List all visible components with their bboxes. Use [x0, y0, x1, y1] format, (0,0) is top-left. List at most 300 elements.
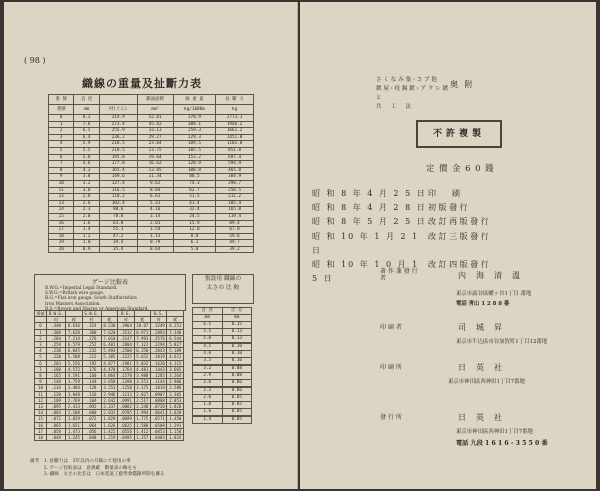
table-cell: 2.305: [167, 391, 184, 397]
table-cell: .1620: [151, 360, 167, 366]
table-cell: 2.413: [66, 404, 82, 410]
table-row: [193, 336, 252, 343]
table-cell: 0.10: [222, 358, 252, 365]
table-cell: .1113: [118, 391, 134, 397]
table-cell: .0571: [151, 416, 167, 422]
wire-thickness-subtitle: 太さの 比 較: [206, 285, 240, 291]
table-cell: .116: [82, 391, 101, 397]
table-cell: 12: [49, 194, 74, 201]
table-cell: 17: [35, 428, 47, 434]
table-cell: 384.9: [216, 174, 254, 181]
table-cell: 0.13: [222, 329, 252, 336]
printshop-address: 東京市神田區西神田1丁目7番地: [448, 379, 525, 385]
history-row: [312, 201, 489, 215]
table-cell: 1.588: [134, 422, 150, 428]
table-cell: .072: [82, 416, 101, 422]
table-cell: 1.628: [167, 410, 184, 416]
colophon-label: 奥 附: [450, 80, 475, 89]
table-cell: 1.257: [134, 435, 150, 441]
table-cell: 15: [49, 213, 74, 220]
table-cell: 5: [49, 147, 74, 154]
table-cell: .3249: [151, 323, 167, 329]
table-cell: 210.5: [99, 147, 137, 154]
table-cell: 2.032: [101, 410, 117, 416]
table-cell: 165.4: [99, 167, 137, 174]
publisher-address: 東京市神田區西神田1丁目7番地: [456, 429, 533, 435]
table-cell: 3.251: [101, 385, 117, 391]
table-cell: 1.422: [101, 428, 117, 434]
history-event: 改 訂 再 版 發 行: [428, 217, 489, 227]
table-cell: .083: [47, 410, 66, 416]
table-row: [49, 174, 254, 181]
header-cell: 扯 斷 力: [216, 95, 254, 105]
table-cell: 4.2: [74, 167, 99, 174]
gauge-title: ゲージ比較表: [92, 279, 128, 286]
table-cell: .095: [47, 404, 66, 410]
table-cell: 23.64: [137, 141, 173, 148]
table-cell: .048: [82, 435, 101, 441]
table-row: [49, 240, 254, 247]
table-cell: .080: [82, 410, 101, 416]
table-cell: .284: [47, 335, 66, 341]
gauge-comparison-table: [34, 310, 184, 441]
table-cell: 7.010: [101, 335, 117, 341]
note-line: 3. 鐵線 太さの比差は 日本電氣工藝學會鑑錄所制を據る: [30, 472, 165, 477]
table-cell: 165.8: [216, 207, 254, 214]
table-row: [35, 435, 184, 441]
table-row: [35, 323, 184, 329]
table-cell: 236.2: [99, 134, 137, 141]
table-cell: 108.0: [173, 167, 215, 174]
table-row: [49, 161, 254, 168]
table-cell: .128: [82, 385, 101, 391]
table-row: [49, 220, 254, 227]
price-text: 定 價 金 6 0 錢: [426, 163, 495, 173]
table-cell: 39.4: [99, 240, 137, 247]
table-cell: 4.16: [137, 207, 173, 214]
table-cell: 1946.2: [216, 121, 254, 128]
table-cell: .1250: [118, 385, 134, 391]
table-cell: 5.9: [74, 141, 99, 148]
table-cell: .160: [82, 373, 101, 379]
table-cell: 5.588: [66, 354, 82, 360]
history-row: [312, 230, 489, 258]
header-cell: 比 差: [222, 308, 252, 315]
series-line: 鍍 屋・疫 錫 鍍・ア ク レ 鍍: [376, 86, 449, 92]
table-cell: 2.906: [167, 379, 184, 385]
table-cell: 1.775: [134, 416, 150, 422]
table-cell: 1.450: [167, 416, 184, 422]
table-cell: 5.189: [167, 348, 184, 354]
table-cell: 19.64: [137, 154, 173, 161]
table-cell: .203: [47, 360, 66, 366]
table-cell: .276: [82, 335, 101, 341]
table-cell: 4.621: [167, 354, 184, 360]
table-cell: 3.264: [167, 373, 184, 379]
table-row: [35, 373, 184, 379]
table-cell: .2043: [151, 348, 167, 354]
table-cell: 1.54: [137, 227, 173, 234]
table-cell: 0.15: [222, 322, 252, 329]
right-page: [300, 2, 596, 489]
table-row: [49, 180, 254, 187]
header-cell: 番號: [35, 311, 47, 317]
table-row: [193, 344, 252, 351]
table-cell: 16: [35, 422, 47, 428]
table-cell: 3.5: [193, 358, 223, 365]
table-cell: 74.3: [173, 180, 215, 187]
table-cell: 0.64: [137, 246, 173, 253]
table-cell: .134: [47, 385, 66, 391]
table-cell: .340: [47, 323, 66, 329]
table-cell: 1.150: [167, 428, 184, 434]
table-row: [193, 329, 252, 336]
table-cell: .2500: [118, 348, 134, 354]
table-cell: 3.551: [134, 379, 150, 385]
table-cell: .1019: [151, 385, 167, 391]
table-cell: 16: [49, 220, 74, 227]
header-cell: 吋(ぐん): [99, 105, 137, 115]
table-cell: 15.9: [173, 220, 215, 227]
history-event: 印 刷: [428, 189, 460, 198]
table-cell: mm: [193, 315, 223, 322]
table-cell: 1451.0: [216, 134, 254, 141]
table-row: [193, 322, 252, 329]
table-cell: 49.7: [216, 240, 254, 247]
table-cell: 45.42: [137, 121, 173, 128]
table-cell: 52.81: [137, 115, 173, 122]
table-cell: 8.636: [66, 323, 82, 329]
header-cell: B.G.: [118, 311, 134, 317]
printshop-role: 印 刷 所: [380, 364, 402, 371]
table-cell: 1.829: [66, 416, 82, 422]
table-cell: 3.2: [193, 366, 223, 373]
table-cell: 0.9: [74, 246, 99, 253]
table-cell: 4.115: [167, 360, 184, 366]
series-line: 共 工 法: [376, 104, 412, 110]
table-cell: .148: [47, 379, 66, 385]
table-cell: 177.8: [99, 161, 137, 168]
table-cell: .0808: [151, 397, 167, 403]
header-cell: 直 徑: [74, 95, 99, 105]
table-cell: 3.14: [137, 213, 173, 220]
table-cell: 0.10: [222, 351, 252, 358]
table-header-row: [49, 95, 254, 105]
history-date: 昭 和 8 年 4 月 2 5 日: [312, 189, 427, 198]
table-cell: 189.5: [173, 141, 215, 148]
table-cell: 7.122: [134, 342, 150, 348]
table-row: [193, 388, 252, 395]
table-cell: 13.85: [137, 167, 173, 174]
table-cell: .220: [47, 354, 66, 360]
table-cell: 1.8: [193, 402, 223, 409]
table-cell: 5: [35, 354, 47, 360]
table-cell: 6.350: [134, 348, 150, 354]
table-cell: mm: [222, 315, 252, 322]
table-row: [193, 366, 252, 373]
table-cell: 2.9: [193, 373, 223, 380]
table-cell: 1.2: [74, 233, 99, 240]
table-cell: 308.1: [173, 121, 215, 128]
table-cell: 2: [49, 128, 74, 135]
printer-name: 司城昇: [458, 323, 512, 332]
history-date: 昭 和 10 年 1 月 2 1 日: [312, 231, 420, 255]
table-cell: .180: [47, 366, 66, 372]
table-cell: 1.6: [193, 409, 223, 416]
header-cell: 吋: [151, 317, 167, 323]
table-cell: .120: [47, 391, 66, 397]
table-cell: 1661.2: [216, 128, 254, 135]
table-row: [35, 391, 184, 397]
table-cell: .1570: [118, 373, 134, 379]
table-cell: 1.024: [167, 435, 184, 441]
table-row: [35, 397, 184, 403]
table-cell: 9: [49, 174, 74, 181]
table-cell: 370.9: [173, 115, 215, 122]
table-row: [49, 187, 254, 194]
table-cell: 1: [49, 121, 74, 128]
table-cell: 5.156: [66, 360, 82, 366]
table-cell: 8.2: [74, 115, 99, 122]
header-cell: 線 重 量: [173, 95, 215, 105]
table-cell: 1.828: [167, 404, 184, 410]
table-cell: 2.053: [167, 397, 184, 403]
table-cell: 4.0: [193, 351, 223, 358]
table-cell: 6.579: [66, 342, 82, 348]
table-cell: 2.769: [66, 397, 82, 403]
table-cell: .3532: [118, 329, 134, 335]
table-cell: 4.5: [193, 344, 223, 351]
gauge-legend-box: [34, 274, 186, 311]
table-cell: 1.4: [193, 417, 223, 424]
table-cell: 8.230: [101, 323, 117, 329]
header-cell: 番 號: [49, 95, 74, 105]
header-cell: 吋: [47, 317, 66, 323]
header-cell: 吋: [118, 317, 134, 323]
table-cell: 51.5: [173, 194, 215, 201]
table-cell: 0: [49, 115, 74, 122]
printshop-entry: [380, 362, 512, 373]
table-cell: 0.06: [222, 388, 252, 395]
table-cell: 5.385: [101, 354, 117, 360]
copyright-seal: 不許複製: [416, 120, 502, 148]
table-cell: .0453: [151, 428, 167, 434]
table-cell: 7.620: [101, 329, 117, 335]
table-cell: 5.0: [193, 336, 223, 343]
table-cell: 6: [49, 154, 74, 161]
table-cell: .1819: [151, 354, 167, 360]
table-row: [35, 410, 184, 416]
table-cell: .0785: [118, 410, 134, 416]
table-row: [49, 121, 254, 128]
table-cell: 3.8: [74, 174, 99, 181]
table-cell: 14: [49, 207, 74, 214]
table-cell: 851.8: [216, 147, 254, 154]
table-cell: 8: [49, 167, 74, 174]
table-cell: .144: [82, 379, 101, 385]
table-cell: .0508: [151, 422, 167, 428]
table-cell: 41.4: [173, 200, 215, 207]
table-subheader-row: [49, 105, 254, 115]
history-date: 昭 和 8 年 4 月 2 8 日: [312, 203, 427, 213]
table-cell: .3147: [118, 335, 134, 341]
table-cell: 2.01: [137, 220, 173, 227]
history-row: [312, 187, 489, 201]
gauge-legend-line: B.G.=Flat iron gauge. South Staffordshire: [45, 296, 137, 302]
table-cell: 2.6: [74, 200, 99, 207]
table-cell: .324: [82, 323, 101, 329]
table-cell: 185.4: [216, 200, 254, 207]
gauge-legend-line: B.W.G.=Imperial Legal Standard.: [45, 286, 118, 291]
table-cell: .3964: [118, 323, 134, 329]
wire-thickness-box: [192, 274, 254, 304]
table-cell: 12: [35, 397, 47, 403]
table-cell: 1.0: [74, 240, 99, 247]
table-cell: 185.5: [173, 147, 215, 154]
table-cell: 1.994: [134, 410, 150, 416]
table-cell: .0991: [118, 397, 134, 403]
table-row: [49, 207, 254, 214]
table-cell: 7: [35, 366, 47, 372]
table-row: [49, 246, 254, 253]
table-cell: 314.9: [99, 115, 137, 122]
table-cell: 4.572: [66, 366, 82, 372]
table-row: [193, 395, 252, 402]
table-cell: 218.5: [99, 141, 137, 148]
author-name: 內海清溫: [458, 270, 530, 280]
table-cell: 3.0: [74, 187, 99, 194]
table-cell: 3.988: [134, 373, 150, 379]
table-cell: 697.4: [216, 154, 254, 161]
history-event: 改 訂 三 版 發 行: [428, 231, 489, 241]
publisher-name: 日英社: [458, 413, 512, 422]
table-row: [193, 380, 252, 387]
table-cell: 465.8: [216, 167, 254, 174]
table-cell: 63.0: [99, 220, 137, 227]
table-cell: .072: [47, 416, 66, 422]
table-cell: 8.8: [173, 233, 215, 240]
table-cell: 259.3: [173, 128, 215, 135]
author-entry: [380, 268, 530, 282]
table-cell: 5.31: [137, 200, 173, 207]
table-cell: 24.5: [173, 213, 215, 220]
table-row: [49, 200, 254, 207]
table-cell: 0.05: [222, 395, 252, 402]
table-cell: 5.827: [167, 342, 184, 348]
table-cell: 13: [35, 404, 47, 410]
table-cell: 19: [49, 240, 74, 247]
table-cell: 250.5: [216, 187, 254, 194]
table-cell: 4.6: [74, 161, 99, 168]
table-cell: .056: [82, 428, 101, 434]
table-cell: 12.0: [173, 227, 215, 234]
note-line: 2. ゲージ比較表は 意義確 數值表の略をも: [30, 465, 137, 471]
table-cell: 1.473: [66, 428, 82, 434]
table-cell: 7.214: [66, 335, 82, 341]
table-cell: 2773.1: [216, 115, 254, 122]
table-cell: 18: [49, 233, 74, 240]
author-role: 著 作 兼 發 行 者: [380, 268, 418, 282]
header-cell: B.S.: [151, 311, 167, 317]
table-cell: 6.61: [137, 194, 173, 201]
table-cell: 2.6: [193, 380, 223, 387]
header-cell: mm²: [137, 105, 173, 115]
table-cell: 2.827: [134, 391, 150, 397]
table-row: [35, 342, 184, 348]
table-cell: .065: [47, 422, 66, 428]
table-cell: 1.412: [134, 428, 150, 434]
table-cell: 1.6: [74, 220, 99, 227]
table-cell: 55.1: [99, 227, 137, 234]
table-cell: 5.652: [134, 354, 150, 360]
table-cell: 89.4: [216, 220, 254, 227]
table-cell: .104: [82, 397, 101, 403]
table-row: [35, 348, 184, 354]
table-cell: 4.470: [101, 366, 117, 372]
table-cell: 2.3: [193, 388, 223, 395]
table-cell: .0720: [151, 404, 167, 410]
table-cell: 4.064: [101, 373, 117, 379]
table-cell: 195.8: [99, 154, 137, 161]
table-cell: 3.404: [66, 385, 82, 391]
header-cell: 番號: [49, 105, 74, 115]
table-cell: 8.251: [167, 323, 184, 329]
table-row: [35, 354, 184, 360]
table-cell: 67.8: [216, 227, 254, 234]
table-cell: 3.175: [134, 385, 150, 391]
table-cell: 5.893: [101, 348, 117, 354]
table-cell: 3.048: [66, 391, 82, 397]
table-cell: 1.291: [167, 422, 184, 428]
table-row: [193, 417, 252, 424]
table-cell: .192: [82, 360, 101, 366]
table-cell: 2.108: [66, 410, 82, 416]
table-cell: 8.971: [134, 329, 150, 335]
table-row: [35, 379, 184, 385]
table-cell: 2.946: [101, 391, 117, 397]
table-cell: 6.1: [173, 240, 215, 247]
table-row: [193, 358, 252, 365]
table-cell: 2.240: [134, 404, 150, 410]
table-cell: 35.4: [99, 246, 137, 253]
table-cell: 0.05: [222, 417, 252, 424]
table-cell: 7.993: [134, 335, 150, 341]
series-title-block: [376, 76, 448, 112]
notes: [30, 459, 164, 479]
printshop-name: 日英社: [458, 363, 512, 372]
table-cell: 39.2: [216, 246, 254, 253]
table-cell: 0.08: [222, 366, 252, 373]
table-cell: 62.7: [173, 187, 215, 194]
table-cell: 4.877: [101, 360, 117, 366]
table-cell: .049: [47, 435, 66, 441]
table-cell: .092: [82, 404, 101, 410]
table-cell: .0882: [118, 404, 134, 410]
history-event: 初 版 發 行: [428, 203, 468, 213]
header-cell: B.W.G.: [47, 311, 66, 317]
table-cell: 3.665: [167, 366, 184, 372]
table-cell: .0403: [151, 435, 167, 441]
table-cell: 6.401: [101, 342, 117, 348]
table-cell: 8.04: [137, 187, 173, 194]
table-cell: 0.79: [137, 240, 173, 247]
table-cell: 2.3: [74, 207, 99, 214]
table-cell: 16.62: [137, 161, 173, 168]
header-cell: 粍: [167, 317, 184, 323]
table-cell: 1.219: [101, 435, 117, 441]
table-cell: 11: [35, 391, 47, 397]
table-cell: 5.032: [134, 360, 150, 366]
